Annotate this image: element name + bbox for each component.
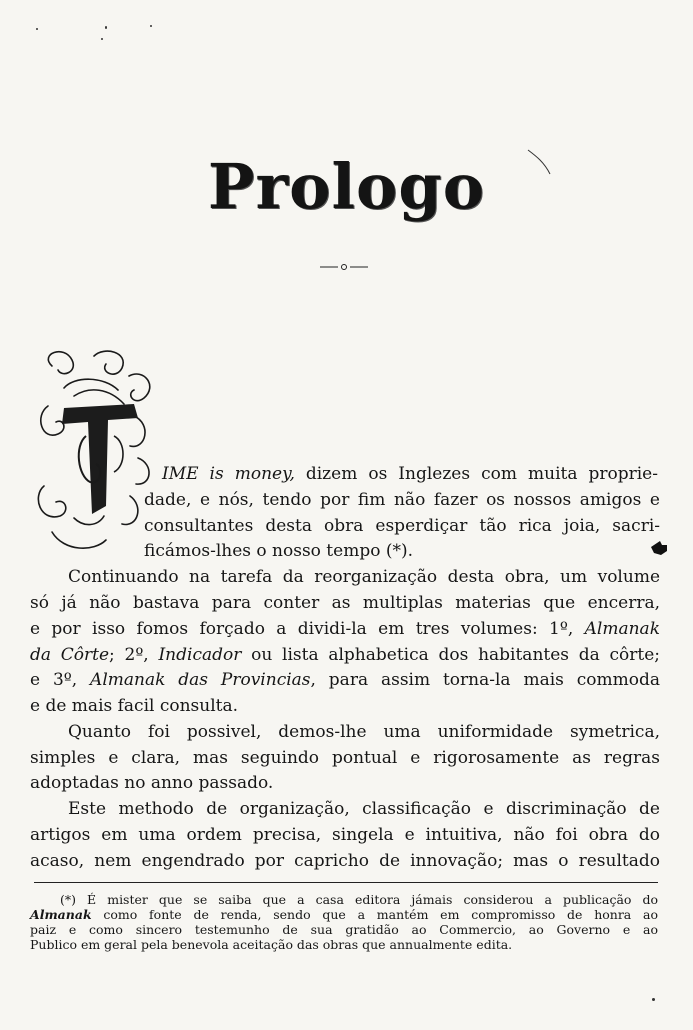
body-line [30,825,660,845]
segment: Continuando na tarefa da reorganização desta obra, um volume [68,567,660,587]
segment: ; 2º, [109,645,159,665]
footnote-line [30,937,512,952]
body-line [30,670,660,690]
decorated-initial-t [34,346,162,560]
footnote-rule [34,882,658,883]
segment: simples e clara, mas seguindo pontual e rigorosamente as regras [30,748,660,768]
body-line [144,490,660,510]
body-line [144,516,660,536]
title-ornament [318,262,370,272]
scan-speck [105,26,107,29]
segment: e de mais facil consulta. [30,696,239,716]
segment: Almanak [584,619,660,639]
segment: só já não bastava para conter as multiplas materias que encerra, [30,593,660,613]
body-line [30,773,273,793]
scan-speck [652,998,655,1001]
page-title: Prologo [207,150,486,223]
segment: (*) É mister que se saiba que a casa editora jámais considerou a publicação do [60,892,658,907]
pointing-hand-icon [648,537,670,559]
segment: e 3º, [30,670,91,690]
segment: dade, e nós, tendo por fim não fazer os nossos amigos e [144,490,660,510]
segment: Almanak das Provincias [90,670,311,690]
body-line [30,645,660,665]
body-line [68,567,660,587]
segment: Este methodo de organização, classificação e discriminação de [68,799,660,819]
body-line [30,748,660,768]
footnote-line [30,922,658,937]
scan-speck [101,38,103,40]
body-line [30,619,660,639]
segment: artigos em uma ordem precisa, singela e intuitiva, não foi obra do [30,825,660,845]
segment: e por isso fomos forçado a dividi-la em tres volumes: 1º, [30,619,585,639]
footnote-line [60,892,658,907]
body-line [30,593,660,613]
segment: ficámos-lhes o nosso tempo (*). [144,541,414,561]
segment: Publico em geral pela benevola aceitação das obras que annualmente edita. [30,937,513,952]
scan-mark [526,148,552,178]
body-line [68,799,660,819]
segment: Almanak [30,907,92,922]
body-line [162,464,658,484]
body-line [30,696,238,716]
segment: Quanto foi possivel, demos-lhe uma uniformidade symetrica, [68,722,660,742]
body-line [30,851,660,871]
segment: da Côrte [30,645,110,665]
segment: acaso, nem engendrado por capricho de innovação; mas o resultado [30,851,660,871]
segment: ou lista alphabetica dos habitantes da côrte; [241,645,661,665]
scan-speck [150,25,152,27]
segment: adoptadas no anno passado. [30,773,274,793]
footnote-line [30,907,658,922]
body-line [68,722,660,742]
body-line [144,541,413,561]
segment: paiz e como sincero testemunho de sua gratidão ao Commercio, ao Governo e ao [30,922,658,937]
segment: , para assim torna-la mais commoda [310,670,660,690]
scan-speck [36,28,38,30]
segment: consultantes desta obra esperdiçar tão rica joia, sacri- [144,516,660,536]
segment: como fonte de renda, sendo que a mantém em compromisso de honra ao [91,907,658,922]
segment: Indicador [158,645,242,665]
segment: dizem os Inglezes com muita proprie- [294,464,658,484]
segment: IME is money, [162,464,295,484]
